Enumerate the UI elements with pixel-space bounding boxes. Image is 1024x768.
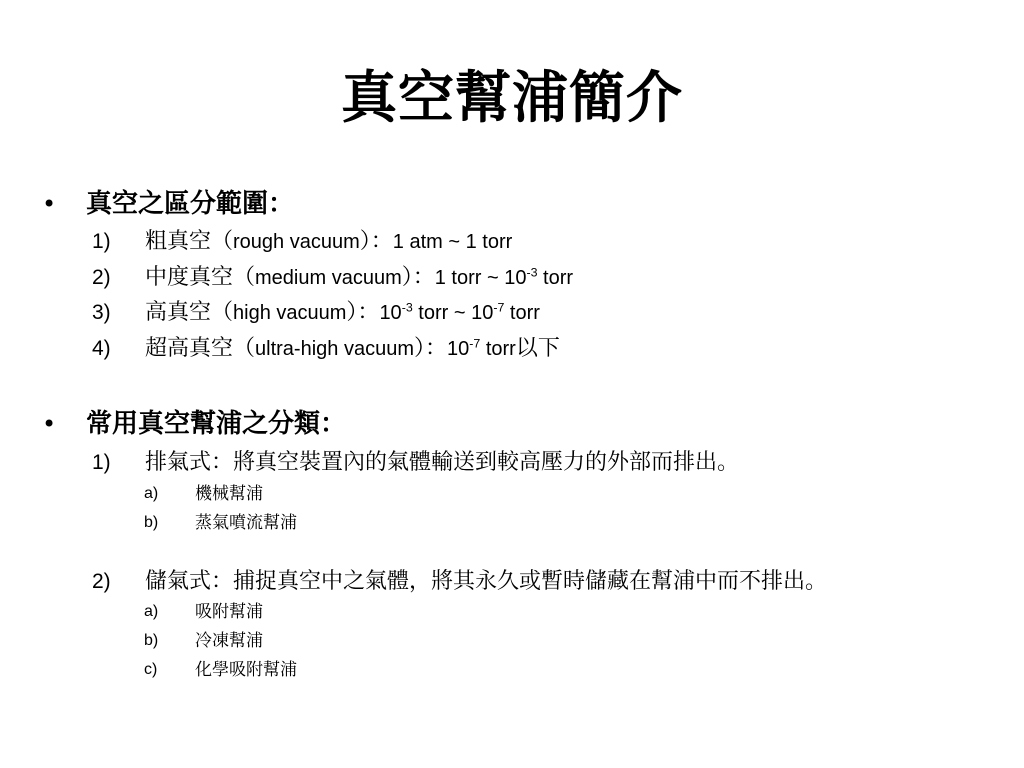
item-cjk: 超高真空（ (145, 336, 256, 361)
bullet-icon: • (42, 410, 57, 438)
item-close: ）： (413, 336, 447, 361)
range-part: 10 (379, 302, 402, 324)
exponent: -3 (526, 265, 538, 280)
exponent: -7 (469, 336, 481, 351)
sub-item-text: 化學吸附幫浦 (195, 660, 297, 680)
item-cjk: 高真空（ (145, 300, 234, 325)
range-unit: torr (504, 302, 540, 324)
item-close: ）： (346, 300, 380, 325)
item-number: 4) (92, 337, 111, 360)
item-latin: medium vacuum (255, 267, 402, 289)
sub-item-text: 蒸氣噴流幫浦 (195, 513, 297, 533)
item-cjk: 粗真空（ (145, 229, 234, 254)
range-part: 10 (447, 338, 470, 360)
item-latin: high vacuum (233, 302, 347, 324)
item-text (145, 295, 540, 331)
item-latin: rough vacuum (233, 231, 360, 253)
item-text: 排氣式：將真空裝置內的氣體輸送到較高壓力的外部而排出。 (145, 450, 740, 475)
section-heading-text: 真空之區分範圍： (86, 189, 295, 219)
range-part: 1 torr ~ 10 (434, 267, 527, 289)
exponent: -3 (401, 300, 413, 315)
range-part: torr ~ 10 (412, 302, 494, 324)
item-cjk: 中度真空（ (145, 265, 256, 290)
item-suffix: 以下 (515, 336, 560, 361)
item-text (145, 260, 573, 296)
sub-item-letter: b) (144, 514, 159, 531)
item-number: 2) (92, 266, 111, 289)
range-unit: torr (537, 267, 574, 289)
item-range (447, 338, 516, 360)
item-range (379, 302, 539, 324)
sub-item-text: 冷凍幫浦 (195, 631, 263, 651)
item-close: ）： (359, 229, 393, 254)
item-range (435, 267, 573, 289)
sub-item-letter: b) (144, 632, 159, 649)
sub-item-text: 機械幫浦 (195, 484, 263, 504)
item-close: ）： (401, 265, 435, 290)
item-number: 1) (92, 451, 111, 474)
sub-item-text: 吸附幫浦 (195, 602, 263, 622)
item-number: 2) (92, 570, 111, 593)
item-number: 1) (92, 230, 111, 253)
item-text (145, 331, 560, 367)
bullet-icon: • (42, 190, 57, 218)
item-latin: ultra-high vacuum (255, 338, 414, 360)
slide-title: 真空幫浦簡介 (341, 65, 683, 131)
item-number: 3) (92, 301, 111, 324)
sub-item-letter: a) (144, 603, 159, 620)
item-text (145, 224, 512, 260)
exponent: -7 (493, 300, 505, 315)
sub-item-letter: a) (144, 485, 159, 502)
range-unit: torr (480, 338, 516, 360)
item-range: 1 atm ~ 1 torr (392, 231, 513, 253)
sub-item-letter: c) (144, 661, 158, 678)
item-text: 儲氣式：捕捉真空中之氣體，將其永久或暫時儲藏在幫浦中而不排出。 (145, 569, 828, 594)
section-heading-text: 常用真空幫浦之分類： (86, 409, 347, 439)
